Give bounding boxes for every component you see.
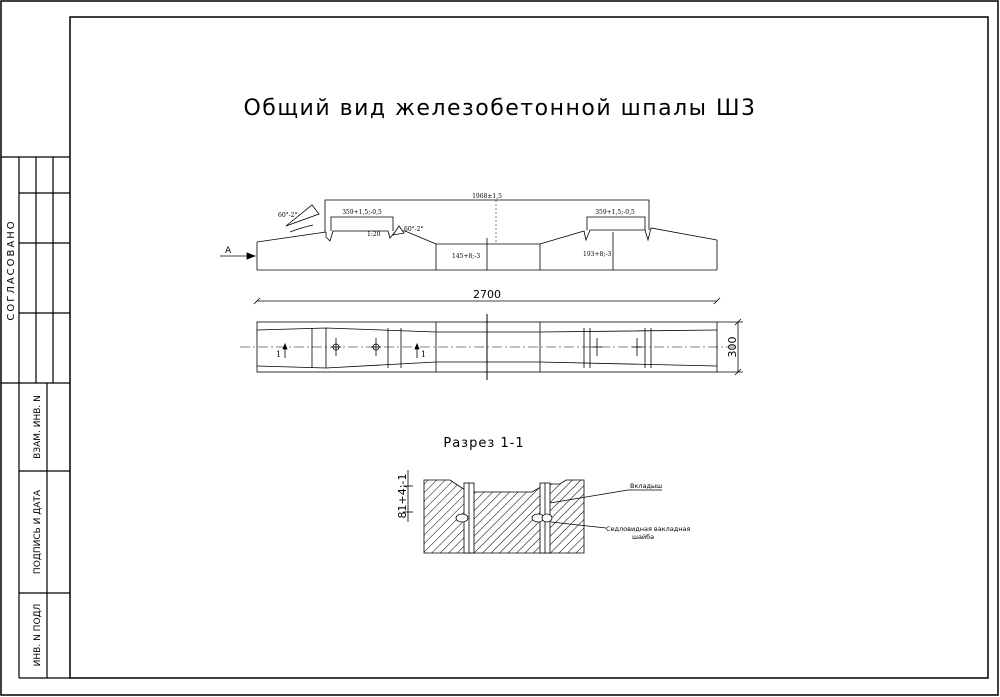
stamp-inv-podl: ИНВ. N ПОДЛ (33, 603, 43, 667)
view-arrow-label: А (225, 246, 232, 256)
stamp-sign-date: ПОДПИСЬ И ДАТА (33, 489, 43, 575)
drawing-title: Общий вид железобетонной шпалы Ш3 (243, 96, 757, 121)
right-seat-dimension: 359+1,5;-0,5 (595, 209, 635, 216)
plan-view (240, 298, 743, 380)
section-mark-left: 1 (276, 350, 282, 359)
section-view (403, 470, 662, 553)
slope: 1:20 (367, 231, 381, 238)
section-mark-right: 1 (421, 350, 427, 359)
plan-length: 2700 (473, 288, 501, 301)
saddle-label-line1: Седловидная вакладная (606, 525, 691, 533)
stamp-agreed: СОГЛАСОВАНО (6, 219, 17, 321)
right-angle: 60°-2° (404, 226, 424, 233)
section-depth: 81+4;-1 (396, 473, 409, 519)
left-angle: 60°-2° (278, 212, 298, 219)
end-height: 193+8;-3 (583, 251, 612, 258)
saddle-label-line2: шайба (632, 533, 655, 541)
top-dimension: 1968±1,5 (472, 193, 502, 200)
section-title: Разрез 1-1 (443, 436, 525, 451)
center-height: 145+8;-3 (452, 253, 481, 260)
plan-width: 300 (726, 336, 739, 358)
left-seat-dimension: 359+1,5;-0,5 (342, 209, 382, 216)
insert-label: Вкладыш (630, 482, 663, 490)
stamp-inv-zam: ВЗАМ. ИНВ. N (33, 395, 43, 459)
